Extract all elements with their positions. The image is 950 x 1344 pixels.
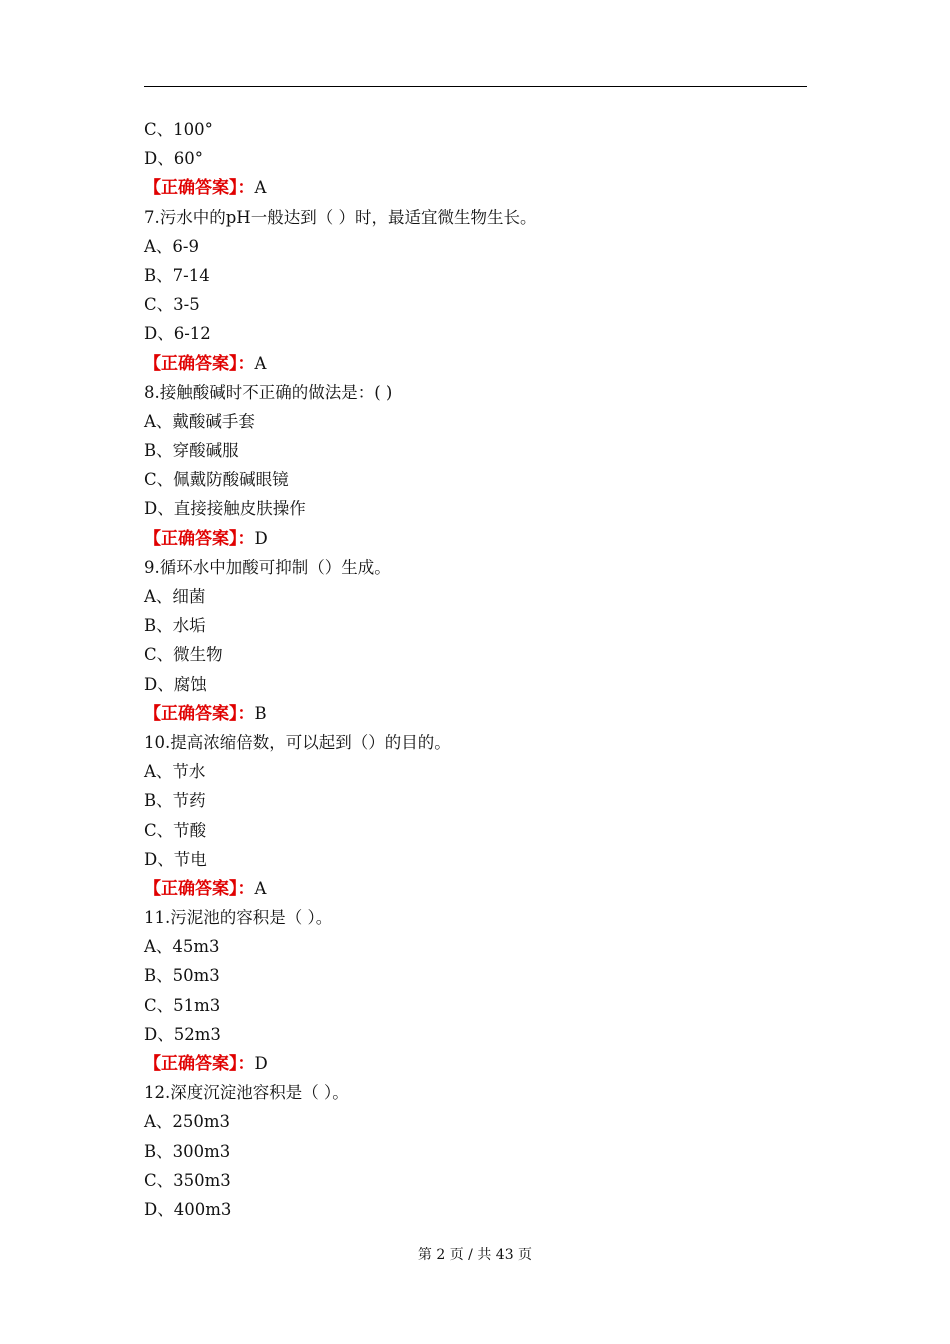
option-text: A、节水 bbox=[144, 762, 206, 782]
answer-value: A bbox=[254, 178, 267, 198]
option-text: B、穿酸碱服 bbox=[144, 441, 239, 461]
option-text: A、250m3 bbox=[144, 1112, 231, 1132]
answer-line bbox=[144, 173, 807, 202]
question-text: 8.接触酸碱时不正确的做法是：( ) bbox=[144, 382, 393, 402]
option-text: D、直接接触皮肤操作 bbox=[144, 499, 306, 519]
option-text: D、400m3 bbox=[144, 1199, 232, 1219]
option-text: D、节电 bbox=[144, 849, 207, 869]
answer-value: D bbox=[254, 1054, 268, 1073]
option-text: B、300m3 bbox=[144, 1141, 231, 1161]
page-content bbox=[144, 115, 807, 1224]
answer-value: A bbox=[254, 353, 267, 373]
answer-label: 【正确答案】： bbox=[144, 703, 255, 724]
answer-line bbox=[144, 349, 807, 378]
answer-line bbox=[144, 524, 807, 553]
answer-line bbox=[144, 699, 807, 728]
option-text: C、节酸 bbox=[144, 820, 207, 840]
page-footer: 第 2 页 / 共 43 页 bbox=[417, 1247, 533, 1263]
option-text: C、佩戴防酸碱眼镜 bbox=[144, 470, 289, 490]
option-text: D、52m3 bbox=[144, 1024, 221, 1044]
option-text: B、水垢 bbox=[144, 616, 206, 636]
option-text: A、戴酸碱手套 bbox=[144, 411, 255, 431]
answer-line bbox=[144, 1049, 807, 1078]
option-text: C、51m3 bbox=[144, 995, 221, 1015]
option-text: B、节药 bbox=[144, 791, 206, 811]
question-text: 11.污泥池的容积是（ ）。 bbox=[144, 908, 333, 928]
option-text: C、微生物 bbox=[144, 645, 223, 665]
option-text: A、45m3 bbox=[144, 937, 220, 957]
answer-label: 【正确答案】： bbox=[144, 528, 255, 549]
question-text: 12.深度沉淀池容积是（ ）。 bbox=[144, 1083, 349, 1103]
answer-value: A bbox=[254, 878, 267, 898]
answer-label: 【正确答案】： bbox=[144, 353, 255, 374]
answer-value: B bbox=[254, 703, 267, 723]
header-rule bbox=[144, 86, 807, 87]
option-text: C、350m3 bbox=[144, 1170, 231, 1190]
option-text: D、60° bbox=[144, 149, 203, 169]
question-text: 10.提高浓缩倍数，可以起到（）的目的。 bbox=[144, 732, 451, 752]
answer-line bbox=[144, 874, 807, 903]
option-text: C、100° bbox=[144, 120, 213, 139]
question-text: 9.循环水中加酸可抑制（）生成。 bbox=[144, 557, 391, 577]
option-text: B、7-14 bbox=[144, 265, 210, 285]
answer-label: 【正确答案】： bbox=[144, 178, 255, 199]
option-text: D、6-12 bbox=[144, 324, 211, 344]
option-text: A、细菌 bbox=[144, 587, 206, 606]
answer-label: 【正确答案】： bbox=[144, 878, 255, 899]
option-text: C、3-5 bbox=[144, 295, 200, 315]
answer-value: D bbox=[254, 528, 268, 548]
option-text: A、6-9 bbox=[144, 236, 199, 256]
option-text: D、腐蚀 bbox=[144, 674, 207, 694]
option-text: B、50m3 bbox=[144, 966, 220, 986]
answer-label: 【正确答案】： bbox=[144, 1054, 255, 1074]
question-text: 7.污水中的pH一般达到（ ）时，最适宜微生物生长。 bbox=[144, 207, 537, 227]
